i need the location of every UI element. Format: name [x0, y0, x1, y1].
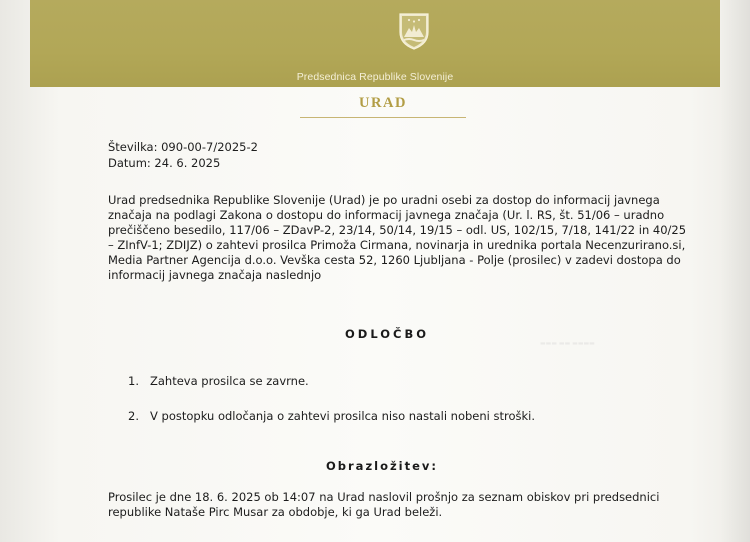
decision-item-number: 2.	[128, 409, 139, 423]
show-through-marks: ▬▬▬ ▬▬ ▬▬▬▬	[540, 340, 595, 347]
reasoning-line: Prosilec je dne 18. 6. 2025 ob 14:07 na Urad naslovil prošnjo za seznam obiskov pri predsednici	[108, 490, 660, 504]
intro-line: prečiščeno besedilo, 117/06 – ZDavP-2, 23/14, 50/14, 19/15 – odl. US, 102/15, 7/18, 141/22 in 40/25	[108, 223, 687, 237]
intro-paragraph	[108, 193, 687, 283]
office-title: URAD	[359, 95, 407, 111]
reasoning-line: republike Nataše Pirc Musar za obdobje, ki ga Urad beleži.	[108, 505, 443, 519]
intro-line: Media Partner Agencija d.o.o. Vevška cesta 52, 1260 Ljubljana - Polje (prosilec) v zadevi dostopa do	[108, 253, 681, 267]
decision-item-text: V postopku odločanja o zahtevi prosilca niso nastali nobeni stroški.	[150, 409, 536, 423]
coat-of-arms-icon	[398, 12, 430, 50]
letterhead-institution: Predsednica Republike Slovenije	[296, 71, 454, 83]
document-date: Datum: 24. 6. 2025	[108, 156, 221, 170]
decision-item-text: Zahteva prosilca se zavrne.	[150, 374, 309, 388]
intro-line: značaja na podlagi Zakona o dostopu do informacij javnega značaja (Ur. l. RS, št. 51/06 – uradno	[108, 208, 665, 222]
document-number: Številka: 090-00-7/2025-2	[108, 140, 258, 154]
decision-item-number: 1.	[128, 374, 139, 388]
page-edge-shadow	[720, 0, 750, 542]
decision-heading: ODLOČBO	[345, 327, 429, 341]
intro-line: – ZInfV-1; ZDIJZ) o zahtevi prosilca Primoža Cirmana, novinarja in urednika portala Necenzurirano.si,	[108, 238, 686, 252]
intro-line: informacij javnega značaja naslednjo	[108, 268, 322, 282]
letterhead-band	[30, 0, 720, 87]
office-title-underline	[300, 117, 466, 118]
intro-line: Urad predsednika Republike Slovenije (Urad) je po uradni osebi za dostop do informacij javnega	[108, 193, 660, 207]
reasoning-paragraph	[108, 490, 660, 520]
reasoning-heading: Obrazložitev:	[326, 459, 439, 473]
